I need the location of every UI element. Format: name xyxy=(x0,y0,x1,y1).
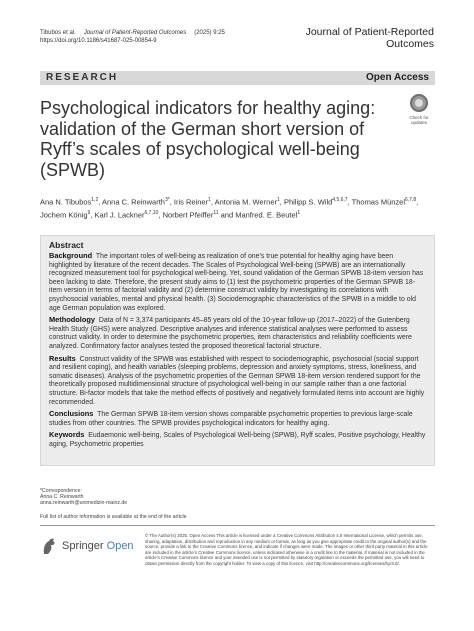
doi-link[interactable]: https://doi.org/10.1186/s41687-025-00854-9 xyxy=(40,38,157,44)
journal-name-line2: Outcomes xyxy=(386,38,434,50)
license-text: © The Author(s) 2025. Open Access This article is licensed under a Creative Commons Attribution 4.0 International License, which permits use, sharing, adaptation, distribution and reproduction in any medium or format, as long as you give appropriate credit to the original author(s) and the source, provide a link to the Creative Commons licence, and indicate if changes were made. The images or other third party material in this article are included in the article’s Creative Commons licence, unless indicated otherwise in a credit line to the material. If material is not included in the article’s Creative Commons licence and your intended use is not permitted by statutory regulation or exceeds the permitted use, you will need to obtain permission directly from the copyright holder. To view a copy of this licence, visit http://creativecommons.org/licenses/by/4.0/. xyxy=(145,533,428,566)
author-name: Philipp S. Wild xyxy=(283,197,333,207)
journal-short: Journal of Patient-Reported Outcomes xyxy=(83,30,187,36)
author-affiliation-sup: 3* xyxy=(164,197,170,203)
author-name: Thomas Münzel xyxy=(351,197,405,207)
correspondence-email-link[interactable]: anna.reinwarth@unimedizin-mainz.de xyxy=(40,500,128,507)
keywords-text: Eudaemonic well-being, Scales of Psychological Well-being (SPWB), Ryff scales, Positive psychology, Healthy aging, Psychometric properties xyxy=(49,432,426,448)
background-text: The important roles of well-being as realization of one’s true potential for healthy aging have been highlighted by literature of the recent decades. The Scales of Psychological Well-being (SPWB) are an internationally recognized measurement tool for psychological well-being. Yet, sound validation of the German SPWB 18-item version has been lacking to date. Therefore, the present study aims to (1) test the psychometric properties of the German SPWB 18-item version in terms of factorial validity and (2) determine construct validity by investigating its correlations with psychosocial variables, mental and physical health. (3) Sociodemographic characteristics of the SPWB in a middle to old age German population was explored. xyxy=(49,253,424,312)
author-affiliation-sup: 1 xyxy=(208,197,211,203)
journal-name-line1: Journal of Patient-Reported xyxy=(305,26,434,38)
conclusions-label: Conclusions xyxy=(49,409,94,419)
author-affiliation-sup: 6,7,10 xyxy=(144,209,159,216)
divider xyxy=(40,525,435,526)
author-name: Ana N. Tibubos xyxy=(40,197,92,207)
check-label-line2: updates xyxy=(410,120,427,125)
correspondence-block xyxy=(40,488,127,507)
article-meta xyxy=(40,29,233,45)
publisher-name xyxy=(62,540,134,552)
conclusions-text: The German SPWB 18-item version shows comparable psychometric properties to previous large-scale studies from other countries. The SPWB provides psychological indicators for healthy aging. xyxy=(49,411,413,427)
abstract-conclusions xyxy=(49,410,426,428)
abstract-results xyxy=(49,355,426,408)
background-label: Background xyxy=(49,251,93,260)
author-name: Norbert Pfeiffer xyxy=(162,210,214,219)
journal-name xyxy=(306,26,434,50)
check-label-line1: Check for xyxy=(409,115,429,120)
author-name: Anna C. Reinwarth xyxy=(102,197,165,207)
check-for-updates-label xyxy=(402,115,436,125)
author-affiliation-sup: 6,7,8 xyxy=(405,197,417,203)
publisher-logo xyxy=(40,534,140,560)
author-list: Ana N. Tibubos$^{1,2}$, Anna C. Reinwarth$^{3*}$, Iris Reiner$^1$, Antonia M. Werner$^1$, Philipp S. Wild$^{4,5,6,7}$, Thomas Münzel$^{6,7,8}$, Jochem König$^9$, Karl J. Lackner$^{6,7,10}$, Norbert Pfeiffer$^{11}$ and Manfred. E. Beutel$^1$ xyxy=(40,197,419,219)
correspondence-name: Anna C. Reinwarth xyxy=(40,494,84,501)
author-name: Antonia M. Werner xyxy=(214,197,277,207)
author-affiliation-sup: 9 xyxy=(87,209,91,216)
section-label: RESEARCH xyxy=(46,72,119,83)
author-name: Jochem König xyxy=(40,210,88,219)
abstract-box xyxy=(40,235,435,466)
full-info-note: Full list of author information is available at the end of the article xyxy=(40,514,187,520)
year-issue: (2025) 9:25 xyxy=(194,30,225,36)
author-name: Iris Reiner xyxy=(173,197,209,207)
abstract-background xyxy=(49,252,426,313)
author-name: Manfred. E. Beutel xyxy=(235,210,298,219)
open-access-label: Open Access xyxy=(366,72,429,83)
publisher-name-open: Open xyxy=(106,540,134,552)
abstract-methodology xyxy=(49,316,426,351)
correspondence-label: *Correspondence: xyxy=(40,488,82,494)
article-title: Psychological indicators for healthy aging: validation of the German short version of Ryff’s scales of psychological well-being (SPWB) xyxy=(40,98,376,180)
author-affiliation-sup: 4,5,6,7 xyxy=(332,197,348,203)
section-banner xyxy=(40,71,435,85)
publisher-name-springer: Springer xyxy=(62,540,104,552)
author-affiliation-sup: 1 xyxy=(297,209,301,216)
author-name: Karl J. Lackner xyxy=(94,210,145,219)
author-affiliation-sup: 11 xyxy=(213,209,219,216)
author-affiliation-sup: 1 xyxy=(276,197,280,203)
abstract-heading: Abstract xyxy=(49,240,84,250)
keywords-label: Keywords xyxy=(49,430,85,440)
methodology-label: Methodology xyxy=(49,315,95,325)
springer-horse-icon xyxy=(40,536,58,556)
crossmark-icon-center xyxy=(415,99,423,107)
methodology-text: Data of N = 3,374 participants 45–85 years old of the 10-year follow-up (2017–2022) of the Gutenberg Health Study (GHS) were analyzed. Descriptive analyses and inference statistical analyses were performed to assess construct validity. In order to determine the psychometric properties, item characteristics and reliability coefficients were analyzed. Confirmatory factor analyses tested the proposed theoretical factorial structure. xyxy=(49,317,412,350)
results-text: Construct validity of the SPWB was established with respect to sociodemographic, psychosocial (social support and resilient coping), and health variables (sleeping problems, depression and anxiety symptoms, stress, loneliness, and somatic diseases). Analysis of the psychometric properties of the German SPWB 18-item version rendered support for the theoretically proposed multidimensional structure of psychological well-being in our sample rather than a one factorial structure. Bi-factor models that take the method effects of positively and negatively formulated items into account are highly recommended. xyxy=(49,355,425,406)
abstract-keywords xyxy=(49,431,426,449)
authors-short: Tibubos et al. xyxy=(40,30,76,36)
author-affiliation-sup: 1,2 xyxy=(91,197,99,203)
results-label: Results xyxy=(49,353,76,363)
check-for-updates-button[interactable] xyxy=(402,94,436,124)
author-and: and xyxy=(220,210,234,219)
